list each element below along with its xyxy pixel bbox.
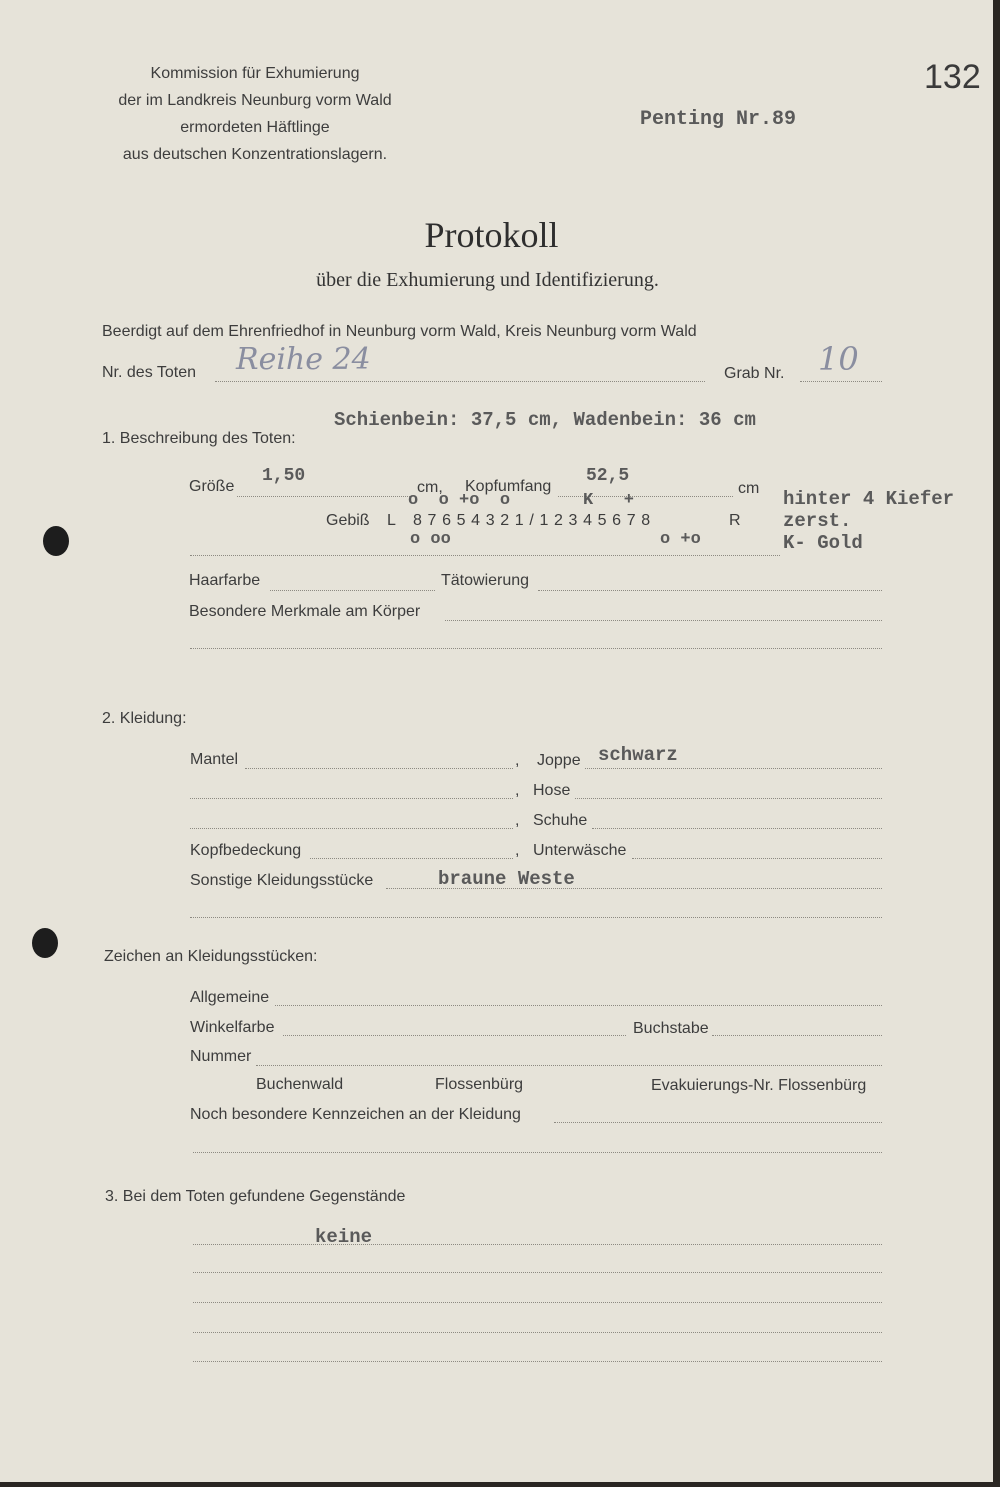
badge-color-label: Winkelfarbe xyxy=(190,1019,275,1036)
letter-label: Buchstabe xyxy=(633,1020,709,1037)
headgear-label: Kopfbedeckung xyxy=(190,842,302,859)
commission-line-3: ermordeten Häftlinge xyxy=(180,119,330,136)
tattoo-line xyxy=(538,590,882,591)
other-clothing-line-2 xyxy=(190,917,882,918)
commission-block xyxy=(95,60,415,168)
burial-line: Beerdigt auf dem Ehrenfriedhof in Neunburg vorm Wald, Kreis Neunburg vorm Wald xyxy=(102,323,697,340)
bone-measurements: Schienbein: 37,5 cm, Wadenbein: 36 cm xyxy=(334,409,756,431)
teeth-lower-marks-right: o +o xyxy=(660,530,701,549)
height-line xyxy=(237,496,412,497)
height-unit: cm, xyxy=(417,479,443,496)
special-marks-label: Besondere Merkmale am Körper xyxy=(189,603,421,620)
page-subtitle: über die Exhumierung und Identifizierung. xyxy=(316,269,659,291)
section-1-heading: 1. Beschreibung des Toten: xyxy=(102,430,296,447)
dead-number-label: Nr. des Toten xyxy=(102,364,196,381)
teeth-note-line-3: K- Gold xyxy=(783,532,863,554)
section-2-heading: 2. Kleidung: xyxy=(102,710,187,727)
teeth-label: Gebiß xyxy=(326,512,370,529)
found-items-line-3 xyxy=(193,1302,882,1303)
head-circumference-value: 52,5 xyxy=(586,466,630,486)
coat-label: Mantel xyxy=(190,751,239,768)
dead-number-value: Reihe 24 xyxy=(236,342,371,377)
shoes-line xyxy=(592,828,882,829)
general-marks-label: Allgemeine xyxy=(190,989,270,1006)
punch-hole-top xyxy=(43,526,69,556)
dead-number-line xyxy=(215,381,705,382)
shoes-comma: , xyxy=(515,812,520,829)
camp-buchenwald: Buchenwald xyxy=(256,1076,344,1093)
tattoo-label: Tätowierung xyxy=(441,572,530,589)
special-marks-line xyxy=(445,620,882,621)
commission-line-1: Kommission für Exhumierung xyxy=(150,65,360,82)
found-items-line-5 xyxy=(193,1361,882,1362)
other-clothing-label: Sonstige Kleidungsstücke xyxy=(190,872,374,889)
teeth-upper-marks-right: K + xyxy=(583,491,635,510)
teeth-lower-marks-left: o oo xyxy=(410,530,451,549)
trousers-line xyxy=(575,798,882,799)
case-reference: Penting Nr.89 xyxy=(640,108,797,131)
other-marks-line xyxy=(554,1122,882,1123)
shoes-label: Schuhe xyxy=(533,812,588,829)
special-marks-line-2 xyxy=(190,648,882,649)
underwear-line xyxy=(632,858,882,859)
underwear-comma: , xyxy=(515,842,520,859)
punch-hole-bottom xyxy=(32,928,58,958)
teeth-right-marker: R xyxy=(729,512,741,529)
jacket-value: schwarz xyxy=(598,744,678,766)
page-title: Protokoll xyxy=(424,215,559,255)
trousers-comma: , xyxy=(515,782,520,799)
underwear-label: Unterwäsche xyxy=(533,842,627,859)
found-items-line-2 xyxy=(193,1272,882,1273)
teeth-upper-marks-left: o o +o o xyxy=(408,491,511,510)
other-marks-label: Noch besondere Kennzeichen an der Kleidung xyxy=(190,1106,521,1123)
marks-heading: Zeichen an Kleidungsstücken: xyxy=(104,948,318,965)
height-value: 1,50 xyxy=(262,466,306,486)
jacket-line xyxy=(585,768,882,769)
other-marks-line-2 xyxy=(193,1152,882,1153)
grave-number-line xyxy=(800,381,882,382)
headgear-line xyxy=(310,858,513,859)
trousers-label: Hose xyxy=(533,782,571,799)
teeth-numbering: 8 7 6 5 4 3 2 1 / 1 2 3 4 5 6 7 8 xyxy=(413,512,651,529)
general-marks-line xyxy=(275,1005,882,1006)
letter-line xyxy=(712,1035,882,1036)
teeth-note xyxy=(783,488,954,554)
head-circumference-unit: cm xyxy=(738,480,760,497)
camp-flossenbuerg: Flossenbürg xyxy=(435,1076,524,1093)
badge-color-line xyxy=(283,1035,626,1036)
head-circumference-label: Kopfumfang xyxy=(465,478,552,495)
height-label: Größe xyxy=(189,478,235,495)
coat-comma: , xyxy=(515,752,520,769)
clothing-line-3 xyxy=(190,828,513,829)
number-label: Nummer xyxy=(190,1048,252,1065)
grave-number-value: 10 xyxy=(818,340,859,378)
hair-color-line xyxy=(270,590,435,591)
teeth-left-marker: L xyxy=(387,512,396,529)
section-3-heading: 3. Bei dem Toten gefundene Gegenstände xyxy=(105,1188,406,1205)
found-items-line-1 xyxy=(193,1244,882,1245)
teeth-line xyxy=(190,555,780,556)
found-items-value: keine xyxy=(315,1226,373,1248)
found-items-line-4 xyxy=(193,1332,882,1333)
teeth-note-line-2: zerst. xyxy=(783,510,852,532)
evacuation-number-label: Evakuierungs-Nr. Flossenbürg xyxy=(651,1077,867,1094)
clothing-line-2 xyxy=(190,798,513,799)
commission-line-2: der im Landkreis Neunburg vorm Wald xyxy=(118,92,392,109)
hair-color-label: Haarfarbe xyxy=(189,572,261,589)
teeth-note-line-1: hinter 4 Kiefer xyxy=(783,488,955,510)
coat-line xyxy=(245,768,513,769)
page-number: 132 xyxy=(924,58,981,96)
number-line xyxy=(256,1065,882,1066)
grave-number-label: Grab Nr. xyxy=(724,365,785,382)
other-clothing-value: braune Weste xyxy=(438,868,575,890)
jacket-label: Joppe xyxy=(537,752,581,769)
commission-line-4: aus deutschen Konzentrationslagern. xyxy=(122,146,388,163)
